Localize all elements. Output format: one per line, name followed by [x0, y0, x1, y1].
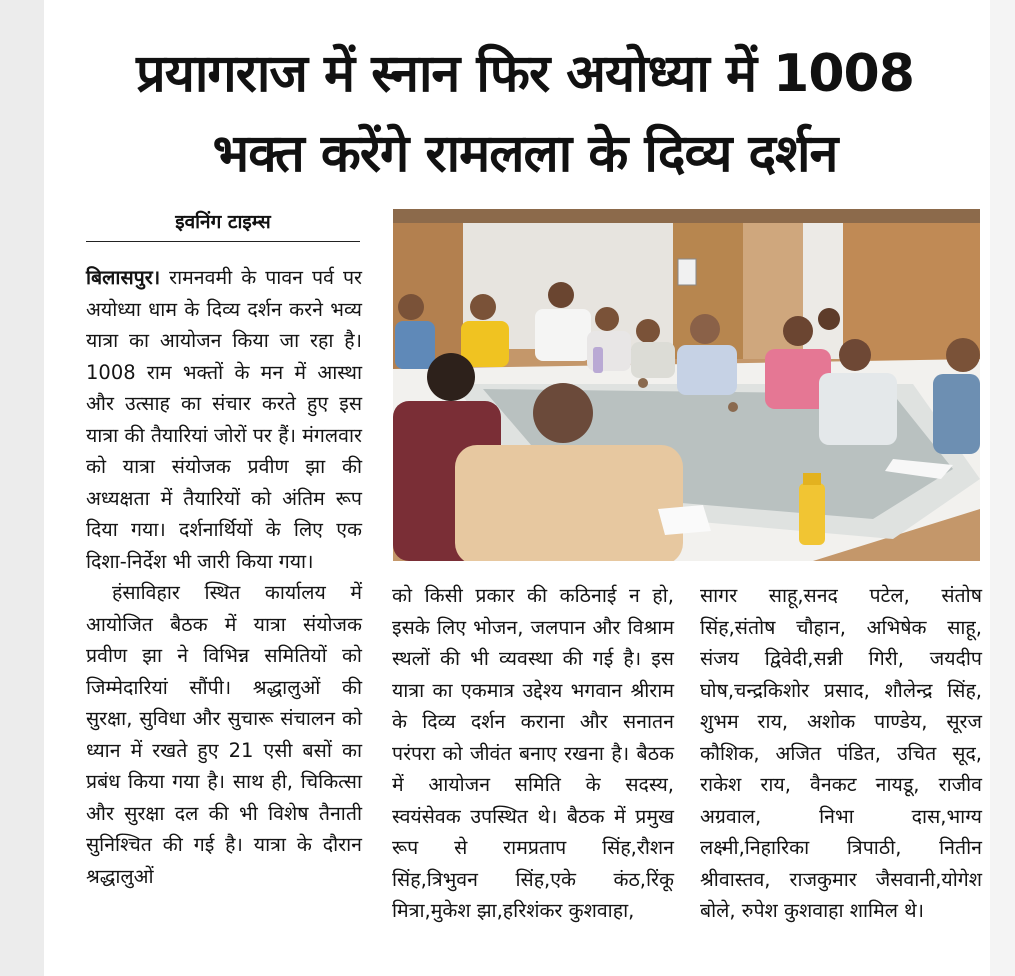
article-paragraph: सागर साहू,सनद पटेल, संतोष सिंह,संतोष चौहान, अभिषेक साहू, संजय द्विवेदी,सन्नी गिरी, जयदीप घोष,चन्द्रकिशोर प्रसाद, शौलेन्द्र सिंह, शुभम राय, अशोक पाण्डेय, सूरज कौशिक, अजित पंडित, उचित सूद, राकेश राय, वैनकट नायडू, राजीव अग्रवाल, निभा दास,भाग्य लक्ष्मी,निहारिका त्रिपाठी, नितीन श्रीवास्तव, राजकुमार जैसवानी,योगेश बोले, रुपेश कुशवाहा शामिल थे।	[700, 584, 982, 922]
article-paragraph: को किसी प्रकार की कठिनाई न हो, इसके लिए भोजन, जलपान और विश्राम स्थलों की भी व्यवस्था की गई है। इस यात्रा का एकमात्र उद्देश्य भगवान श्रीराम के दिव्य दर्शन कराना और सनातन परंपरा को जीवंत बनाए रखना है। बैठक में आयोजन समिति के सदस्य, स्वयंसेवक उपस्थित थे। बैठक में प्रमुख रूप से रामप्रताप सिंह,रौशन सिंह,त्रिभुवन सिंह,एके कंठ,रिंकू मित्रा,मुकेश झा,हरिशंकर कुशवाहा,	[392, 584, 674, 922]
paragraph-text: रामनवमी के पावन पर्व पर अयोध्या धाम के दिव्य दर्शन करने भव्य यात्रा का आयोजन किया जा रहा है। 1008 राम भक्तों के मन में आस्था और उत्साह का संचार करते हुए इस यात्रा की तैयारियां जोरों पर हैं। मंगलवार को यात्रा संयोजक प्रवीण झा की अध्यक्षता में तैयारियों को अंतिम रूप दिया गया। दर्शनार्थियों के लिए एक दिशा-निर्देश भी जारी किया गया।	[86, 266, 363, 573]
article-column-3	[700, 580, 982, 927]
article-column-1	[86, 262, 362, 892]
byline: इवनिंग टाइम्स	[86, 205, 360, 242]
meeting-photo-illustration	[393, 209, 980, 561]
headline-line-1: प्रयागराज में स्नान फिर अयोध्या में 1008	[136, 44, 914, 104]
dateline: बिलासपुर।	[86, 266, 161, 289]
article-paragraph	[86, 262, 362, 577]
article-column-2	[392, 580, 674, 927]
page-left-margin	[0, 0, 44, 976]
headline-line-2: भक्त करेंगे रामलला के दिव्य दर्शन	[212, 124, 838, 184]
meeting-photo	[393, 209, 980, 561]
headline	[60, 34, 990, 194]
article-paragraph: हंसाविहार स्थित कार्यालय में आयोजित बैठक में यात्रा संयोजक प्रवीण झा ने विभिन्न समितियों को जिम्मेदारियां सौंपी। श्रद्धालुओं की सुरक्षा, सुविधा और सुचारू संचालन को ध्यान में रखते हुए 21 एसी बसों का प्रबंध किया गया है। साथ ही, चिकित्सा और सुरक्षा दल की भी विशेष तैनाती सुनिश्चित की गई है। यात्रा के दौरान श्रद्धालुओं	[86, 581, 362, 888]
page-right-margin	[990, 0, 1015, 976]
person-figure	[818, 308, 840, 330]
